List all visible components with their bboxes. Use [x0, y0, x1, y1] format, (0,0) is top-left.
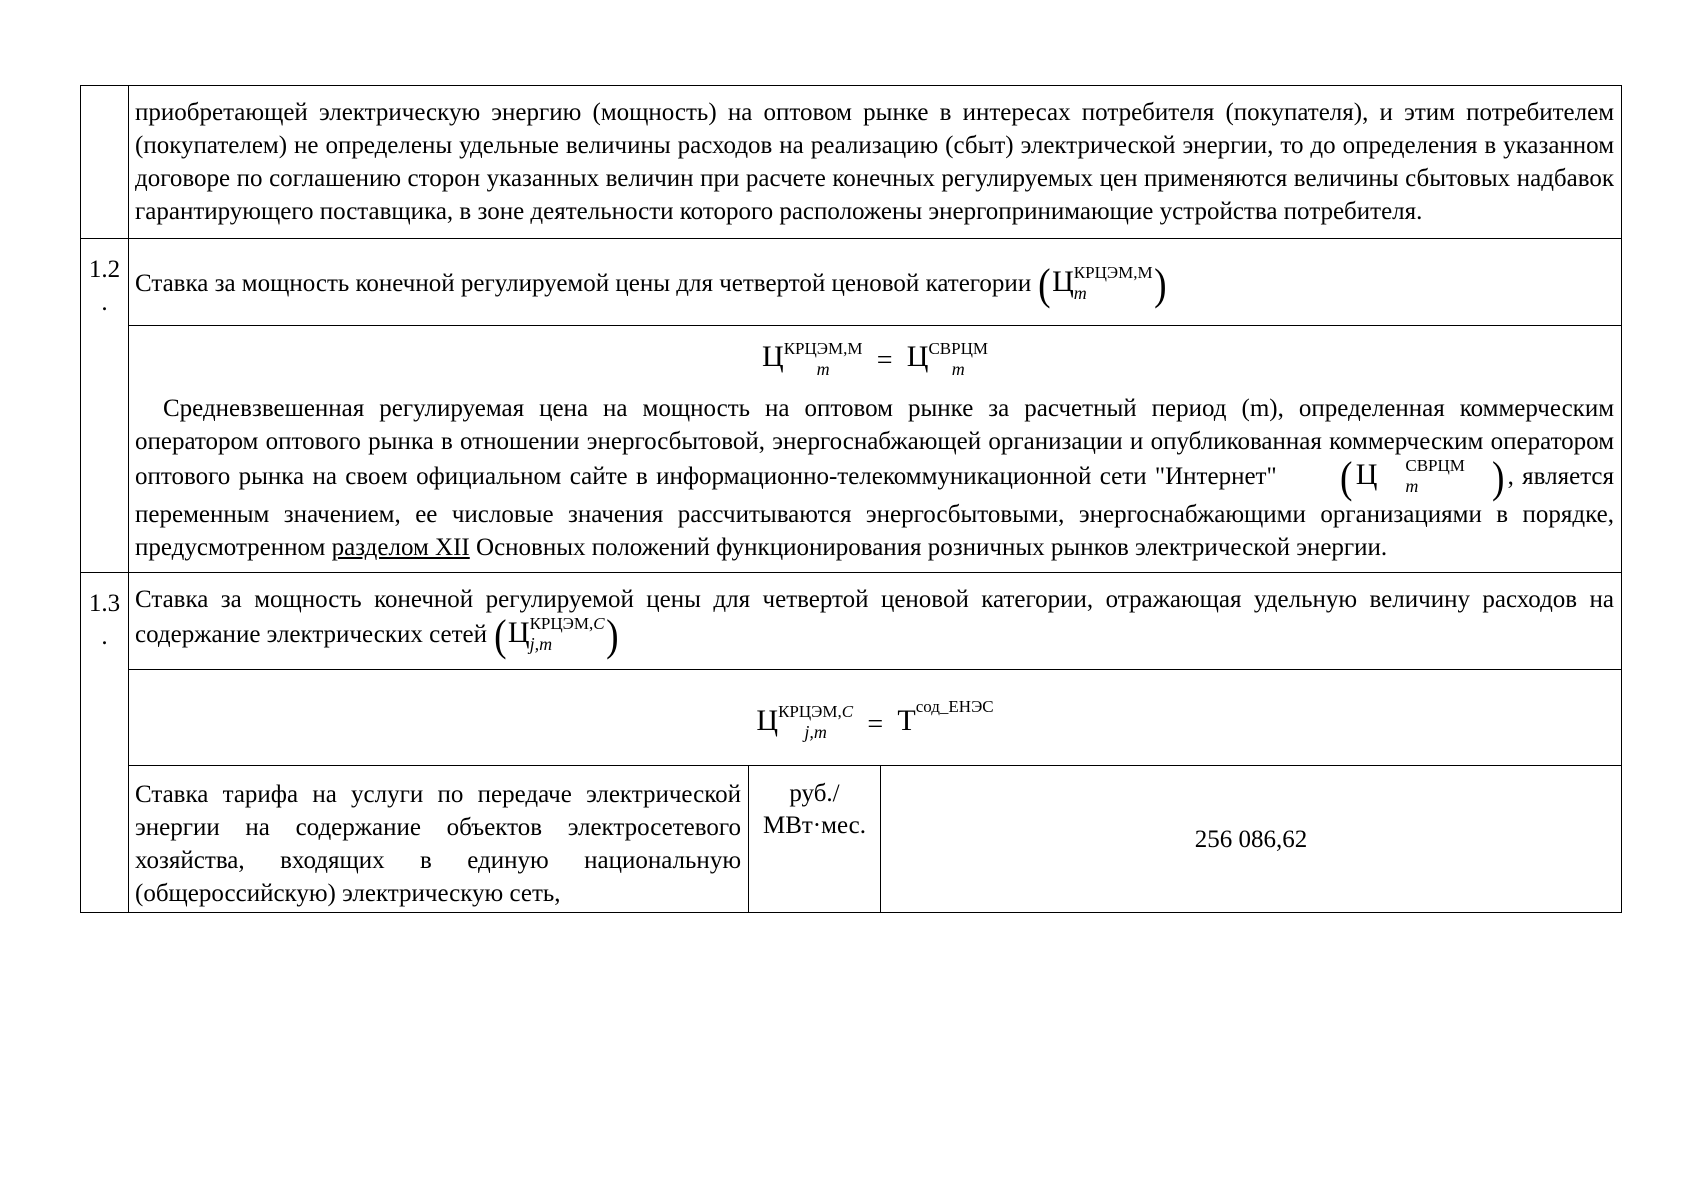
formula-inline-krcem-c: (Ц КРЦЭМ,C j,m )	[494, 611, 619, 661]
formula-1-3: Ц КРЦЭМ,C j,m = $Т^{сод\_ЕНЭС}$	[756, 697, 994, 743]
formula-cell-1-3	[129, 670, 1622, 766]
table-row-1-3-tariff	[81, 766, 1622, 913]
table-row-1-3-heading	[81, 572, 1622, 669]
formula-inline-svrcm: ( Ц СВРЦМ m )	[1340, 452, 1505, 502]
section-xii-link[interactable]: разделом XII	[331, 533, 470, 561]
item-number: 1.2	[88, 256, 121, 283]
tariff-description: Ставка тарифа на услуги по передаче электрической энергии на содержание объектов электросетевого хозяйства, входящих в единую национальную (общероссийскую) электрическую сеть,	[135, 781, 741, 908]
item-number-dot: .	[101, 289, 108, 316]
number-cell-1-3	[81, 572, 129, 913]
value-cell	[881, 766, 1622, 913]
formula-inline-krcem-m: (Ц КРЦЭМ,М m )	[1038, 260, 1167, 310]
heading-text: Ставка за мощность конечной регулируемой цены для четвертой ценовой категории	[135, 269, 1032, 297]
intro-cell	[129, 86, 1622, 239]
tariff-value: 256 086,62	[1194, 825, 1308, 853]
formula-1-2: Ц КРЦЭМ,М m = Ц СВРЦМ m	[762, 338, 988, 379]
heading-1-3	[129, 573, 1621, 669]
number-cell-empty	[81, 86, 129, 239]
intro-text: приобретающей электрическую энергию (мощность) на оптовом рынке в интересах потребителя (покупателя), и этим потребителем (покупателем) не определены удельные величины расходов на реализацию (сбыт) электрической энергии, то до определения в указанном договоре по соглашению сторон указанных величин при расчете конечных регулируемых цен применяются величины сбытовых надбавок гарантирующего поставщика, в зоне деятельности которого расположены энергопринимающие устройства потребителя.	[135, 99, 1615, 225]
description-1-2: Средневзвешенная регулируемая цена на мощность на оптовом рынке за расчетный период (m), определенная коммерческим оператором оптового рынка в отношении энергосбытовой, энергоснабжающей организации и опубликованная коммерческим оператором оптового рынка на своем официальном сайте в информационно-телекоммуникационной сети "Интернет" ( Ц СВРЦМ m ) , является переменным значением, ее числовые значения рассчитываются энергосбытовыми, энергоснабжающими организациями в порядке, предусмотренном разделом XII Основных положений функционирования розничных рынков электрической энергии.	[135, 394, 1615, 561]
heading-cell-1-3	[129, 572, 1622, 669]
unit-label: руб./МВт·мес.	[762, 780, 867, 840]
heading-1-2	[129, 239, 1621, 325]
unit-cell	[749, 766, 881, 913]
table-row-1-3-formula	[81, 670, 1622, 766]
heading-cell-1-2	[129, 239, 1622, 326]
tariff-desc-cell	[129, 766, 749, 913]
item-number-dot: .	[101, 622, 108, 650]
table-row-intro	[81, 86, 1622, 239]
heading-text: Ставка за мощность конечной регулируемой цены для четвертой ценовой категории, отражающая удельную величину расходов на содержание электрических сетей	[135, 585, 1615, 648]
table-row-1-2-heading	[81, 239, 1622, 326]
tariff-table	[80, 85, 1622, 913]
item-number: 1.3	[88, 589, 121, 617]
body-cell-1-2	[129, 326, 1622, 573]
table-row-1-2-body	[81, 326, 1622, 573]
number-cell-1-2	[81, 239, 129, 573]
